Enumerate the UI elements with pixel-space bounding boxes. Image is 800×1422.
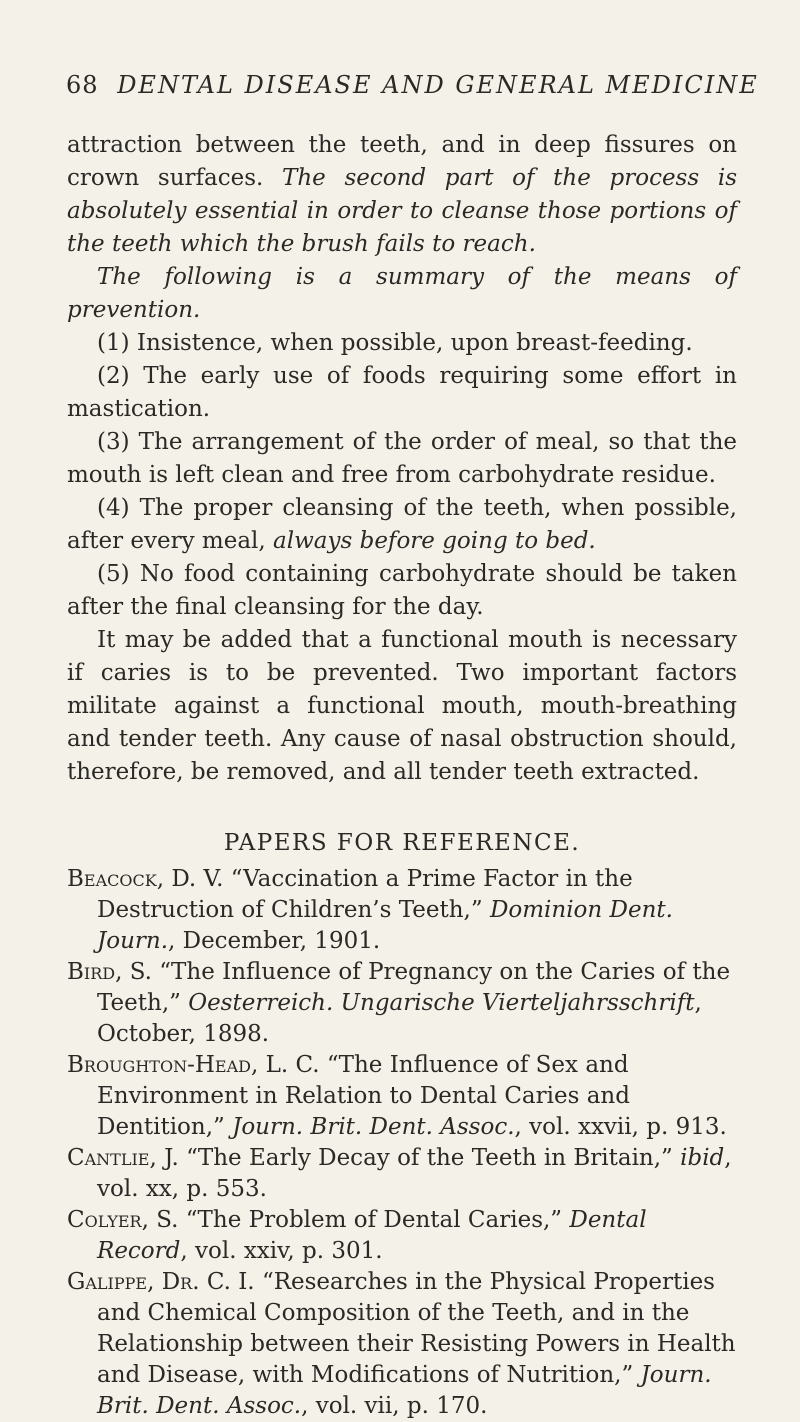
summary-intro: The following is a summary of the means of prevention. (67, 264, 737, 323)
point-3: (3) The arrangement of the order of meal, so that the mouth is left clean and free from carbohydrate residue. (67, 429, 737, 488)
intro-italic-text: The second part of the process is absolutely essential in order to cleanse those portions of the teeth which the brush fails to reach. (67, 165, 737, 257)
page-number: 68 (66, 71, 99, 99)
reference-author: Bird, S. (67, 959, 152, 985)
intro-text: attraction between the teeth, and in deep fissures on crown surfaces. (67, 132, 737, 191)
reference-item: Beacock, D. V. “Vaccination a Prime Factor in the Destruction of Children’s Teeth,” Dominion Dent. Journ., December, 1901. (67, 866, 673, 954)
closing-paragraph: It may be added that a functional mouth is necessary if caries is to be prevented. Two important factors militate against a functional mouth, mouth-breathing and tender teeth. Any cause of nasal obstruction should, therefore, be removed, and all tender teeth extracted. (67, 627, 737, 785)
reference-author: Galippe, Dr. C. I. (67, 1269, 255, 1295)
references-heading: PAPERS FOR REFERENCE. (223, 830, 581, 856)
reference-author: Colyer, S. (67, 1207, 179, 1233)
reference-author: Broughton-Head, L. C. (67, 1052, 320, 1078)
reference-item: Galippe, Dr. C. I. “Researches in the Physical Properties and Chemical Composition of the Teeth, and in the Relationship between their Resisting Powers in Health and Disease, with Modifications of Nutrition,” Journ. Brit. Dent. Assoc., vol. vii, p. 170. (67, 1269, 736, 1419)
page-header (66, 70, 766, 100)
reference-author: Beacock, D. V. (67, 866, 224, 892)
reference-item: Cantlie, J. “The Early Decay of the Teeth in Britain,” ibid, vol. xx, p. 553. (67, 1145, 732, 1202)
reference-item: Colyer, S. “The Problem of Dental Caries,” Dental Record, vol. xxiv, p. 301. (67, 1207, 647, 1264)
intro-paragraph (67, 129, 737, 261)
point-1: (1) Insistence, when possible, upon breast-feeding. (97, 330, 693, 356)
reference-author: Cantlie, J. (67, 1145, 179, 1171)
point-5: (5) No food containing carbohydrate should be taken after the final cleansing for the day. (67, 561, 737, 620)
point-4: (4) The proper cleansing of the teeth, when possible, after every meal, always before going to bed. (67, 495, 737, 554)
page-body (67, 129, 737, 1422)
reference-item: Bird, S. “The Influence of Pregnancy on the Caries of the Teeth,” Oesterreich. Ungarische Vierteljahrsschrift, October, 1898. (67, 959, 731, 1047)
point-2: (2) The early use of foods requiring some effort in mastication. (67, 363, 737, 422)
reference-item: Broughton-Head, L. C. “The Influence of Sex and Environment in Relation to Dental Caries and Dentition,” Journ. Brit. Dent. Assoc., vol. xxvii, p. 913. (67, 1052, 727, 1140)
running-title: DENTAL DISEASE AND GENERAL MEDICINE (117, 71, 759, 99)
